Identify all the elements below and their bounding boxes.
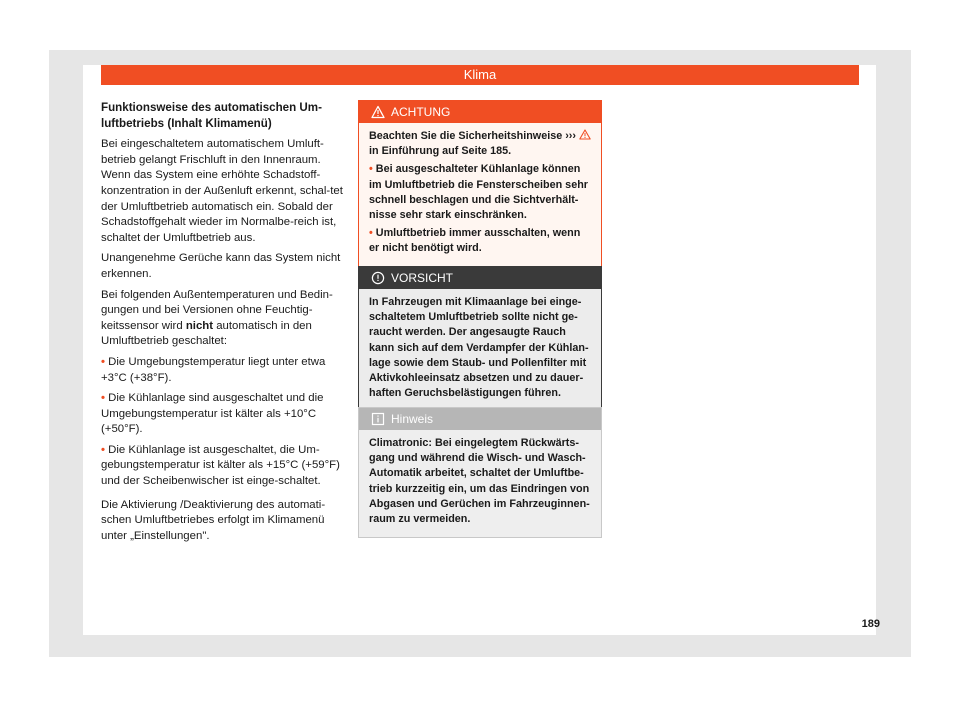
list-item bbox=[101, 443, 347, 490]
caution-text: In Fahrzeugen mit Klimaanlage bei einge-schaltetem Umluftbetrieb sollte nicht ge-raucht werden. Der angesaugte Rauch kann sich auf dem Verdampfer der Kühlan-lage sowie dem Staub- und Pollenfilter mit Aktivkohleeinsatz absetzen und zu dauer-haften Geruchsbelästigungen führen. bbox=[369, 296, 589, 400]
paragraph-4: Die Aktivierung /Deaktivierung des automati-schen Umluftbetriebes erfolgt im Klimamenü unter „Einstellungen". bbox=[101, 498, 326, 542]
info-square-icon bbox=[371, 412, 385, 426]
list-item-text: Bei ausgeschalteter Kühlanlage können im Umluftbetrieb die Fensterscheiben sehr schnell beschlagen und die Sichtverhält-nisse sehr stark einschränken. bbox=[369, 163, 588, 222]
list-item-text: Die Kühlanlage sind ausgeschaltet und die Umgebungstemperatur ist kälter als +10°C (+50°F). bbox=[101, 392, 324, 436]
page-number: 189 bbox=[861, 618, 880, 630]
caution-box bbox=[358, 266, 602, 412]
chapter-header: Klima bbox=[101, 65, 859, 85]
warning-triangle-icon bbox=[371, 105, 385, 119]
warning-title: ACHTUNG bbox=[391, 105, 451, 119]
list-item-text: Die Kühlanlage ist ausgeschaltet, die Um-gebungstemperatur ist kälter als +15°C (+59°F) und der Scheibenwischer ist einge-schaltet. bbox=[101, 443, 340, 488]
list-item bbox=[369, 226, 591, 256]
paragraph-3-text-b: automatisch in den Umluftbetrieb geschaltet: bbox=[101, 319, 312, 348]
bullet-dot-icon: • bbox=[101, 392, 105, 405]
warning-body bbox=[359, 123, 601, 267]
warning-triangle-icon bbox=[579, 129, 591, 140]
bullet-dot-icon: • bbox=[369, 163, 373, 176]
list-item bbox=[369, 162, 591, 223]
note-header bbox=[359, 408, 601, 430]
paragraph-2: Unangenehme Gerüche kann das System nicht erkennen. bbox=[101, 252, 341, 280]
list-item bbox=[101, 391, 347, 438]
note-text: Climatronic: Bei eingelegtem Rückwärts-gang und während die Wisch- und Wasch-Automatik arbeitet, schaltet der Umluftbe-trieb kurzzeitig ein, um das Eindringen von Abgasen und Gerüchen im Fahrzeuginnen-raum zu vermeiden. bbox=[369, 437, 590, 526]
note-box bbox=[358, 407, 602, 538]
left-column bbox=[101, 100, 347, 549]
bullet-dot-icon: • bbox=[101, 443, 105, 456]
bullet-dot-icon: • bbox=[101, 355, 105, 368]
section-heading: Funktionsweise des automatischen Um-luftbetriebs (Inhalt Klimamenü) bbox=[101, 101, 322, 130]
list-item-text: Die Umgebungstemperatur liegt unter etwa +3°C (+38°F). bbox=[101, 355, 326, 384]
paragraph-1: Bei eingeschaltetem automatischem Umluft-betrieb gelangt Frischluft in den Innenraum. Wenn das System eine erhöhte Schadstoff-konzentration in der Außenluft erkennt, schal-tet der Umluftbetrieb automatisch ein. Sobald der Schadstoffgehalt wieder im Normalbe-reich ist, schaltet der Umluftbetrieb aus. bbox=[101, 138, 343, 244]
paragraph-3 bbox=[101, 288, 347, 350]
paragraph-3-text-a: Bei folgenden Außentemperaturen und Bedin-gungen und bei Versionen ohne Feuchtig-keitssensor wird bbox=[101, 288, 333, 332]
bullet-dot-icon: • bbox=[369, 227, 373, 240]
note-title: Hinweis bbox=[391, 412, 434, 426]
warning-intro-text: Beachten Sie die Sicherheitshinweise ››› bbox=[369, 130, 577, 142]
caution-body bbox=[359, 289, 601, 411]
warning-box bbox=[358, 100, 602, 268]
caution-header bbox=[359, 267, 601, 289]
list-item-text: Umluftbetrieb immer ausschalten, wenn er nicht benötigt wird. bbox=[369, 227, 581, 255]
warning-header bbox=[359, 101, 601, 123]
caution-title: VORSICHT bbox=[391, 271, 454, 285]
paragraph-3-bold: nicht bbox=[185, 319, 214, 332]
warning-intro-reference: in Einführung auf Seite 185. bbox=[369, 145, 512, 158]
warning-intro bbox=[369, 129, 591, 159]
note-body bbox=[359, 430, 601, 537]
info-circle-icon bbox=[371, 271, 385, 285]
list-item bbox=[101, 355, 347, 386]
